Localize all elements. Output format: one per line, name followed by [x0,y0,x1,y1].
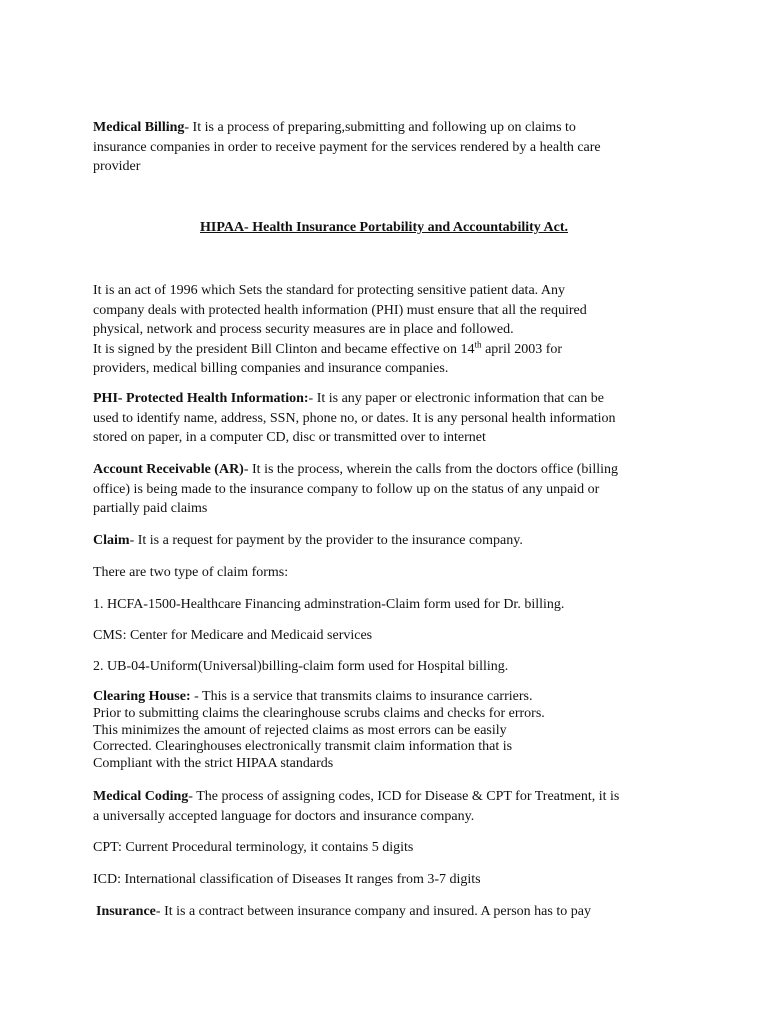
phi-line-1: - It is any paper or electronic information that can be [308,391,604,406]
claim-paragraph [93,531,693,551]
icd-line: ICD: International classification of Diseases It ranges from 3-7 digits [93,872,481,887]
phi-paragraph [93,389,693,448]
hipaa-signed-suffix: april 2003 for [481,341,563,357]
medical-billing-line-3: provider [93,159,141,174]
medical-coding-paragraph [93,787,693,826]
hipaa-signed-line [93,340,693,360]
hipaa-signed-line-2: providers, medical billing companies and insurance companies. [93,361,449,376]
medical-billing-term: Medical Billing [93,120,185,135]
medical-billing-paragraph [93,118,693,177]
insurance-paragraph [96,902,696,922]
clearing-house-term: Clearing House: [93,689,191,704]
hipaa-heading [0,218,768,237]
clearing-house-line-1: - This is a service that transmits claims to insurance carriers. [190,689,533,704]
ar-line-3: partially paid claims [93,501,208,516]
ar-line-2: office) is being made to the insurance company to follow up on the status of any unpaid or [93,481,600,497]
ub04-line: 2. UB-04-Uniform(Universal)billing-claim form used for Hospital billing. [93,659,509,674]
hipaa-signed-sup: th [474,338,482,349]
hipaa-signed-prefix: It is signed by the president Bill Clinton and became effective on 14 [93,341,475,357]
clearing-house-paragraph [93,689,693,773]
insurance-text: - It is a contract between insurance company and insured. A person has to pay [155,904,591,919]
medical-coding-line-2: a universally accepted language for doctors and insurance company. [93,808,475,824]
claim-term: Claim [93,533,130,548]
phi-line-2: used to identify name, address, SSN, phone no, or dates. It is any personal health information [93,410,616,426]
claim-forms-intro: There are two type of claim forms: [93,565,289,580]
hcfa-line: 1. HCFA-1500-Healthcare Financing adminstration-Claim form used for Dr. billing. [93,597,565,612]
cpt-line: CPT: Current Procedural terminology, it contains 5 digits [93,840,414,855]
hipaa-body-line-2: company deals with protected health information (PHI) must ensure that all the required [93,302,587,318]
clearing-house-line-4: Corrected. Clearinghouses electronically transmit claim information that is [93,739,513,755]
medical-billing-line-1: - It is a process of preparing,submitting and following up on claims to [184,120,576,135]
phi-term: PHI- Protected Health Information: [93,391,309,406]
ar-line-1: - It is the process, wherein the calls from the doctors office (billing [243,462,618,477]
clearing-house-line-3: This minimizes the amount of rejected claims as most errors can be easily [93,722,507,738]
hipaa-body-paragraph [93,281,693,379]
clearing-house-line-2: Prior to submitting claims the clearinghouse scrubs claims and checks for errors. [93,705,545,721]
clearing-house-line-5: Compliant with the strict HIPAA standards [93,756,334,772]
hipaa-body-line-1: It is an act of 1996 which Sets the standard for protecting sensitive patient data. Any [93,283,565,298]
medical-billing-line-2: insurance companies in order to receive payment for the services rendered by a health care [93,139,601,155]
hipaa-heading-text: HIPAA- Health Insurance Portability and Accountability Act. [199,220,569,235]
cms-line: CMS: Center for Medicare and Medicaid services [93,628,373,643]
insurance-term: Insurance [96,904,156,919]
hipaa-body-line-3: physical, network and process security measures are in place and followed. [93,322,514,337]
phi-line-3: stored on paper, in a computer CD, disc or transmitted over to internet [93,430,486,445]
medical-coding-line-1: - The process of assigning codes, ICD for Disease & CPT for Treatment, it is [188,789,620,804]
ar-term: Account Receivable (AR) [93,462,244,477]
medical-coding-term: Medical Coding [93,789,189,804]
ar-paragraph [93,460,693,519]
claim-text: - It is a request for payment by the provider to the insurance company. [129,533,523,548]
